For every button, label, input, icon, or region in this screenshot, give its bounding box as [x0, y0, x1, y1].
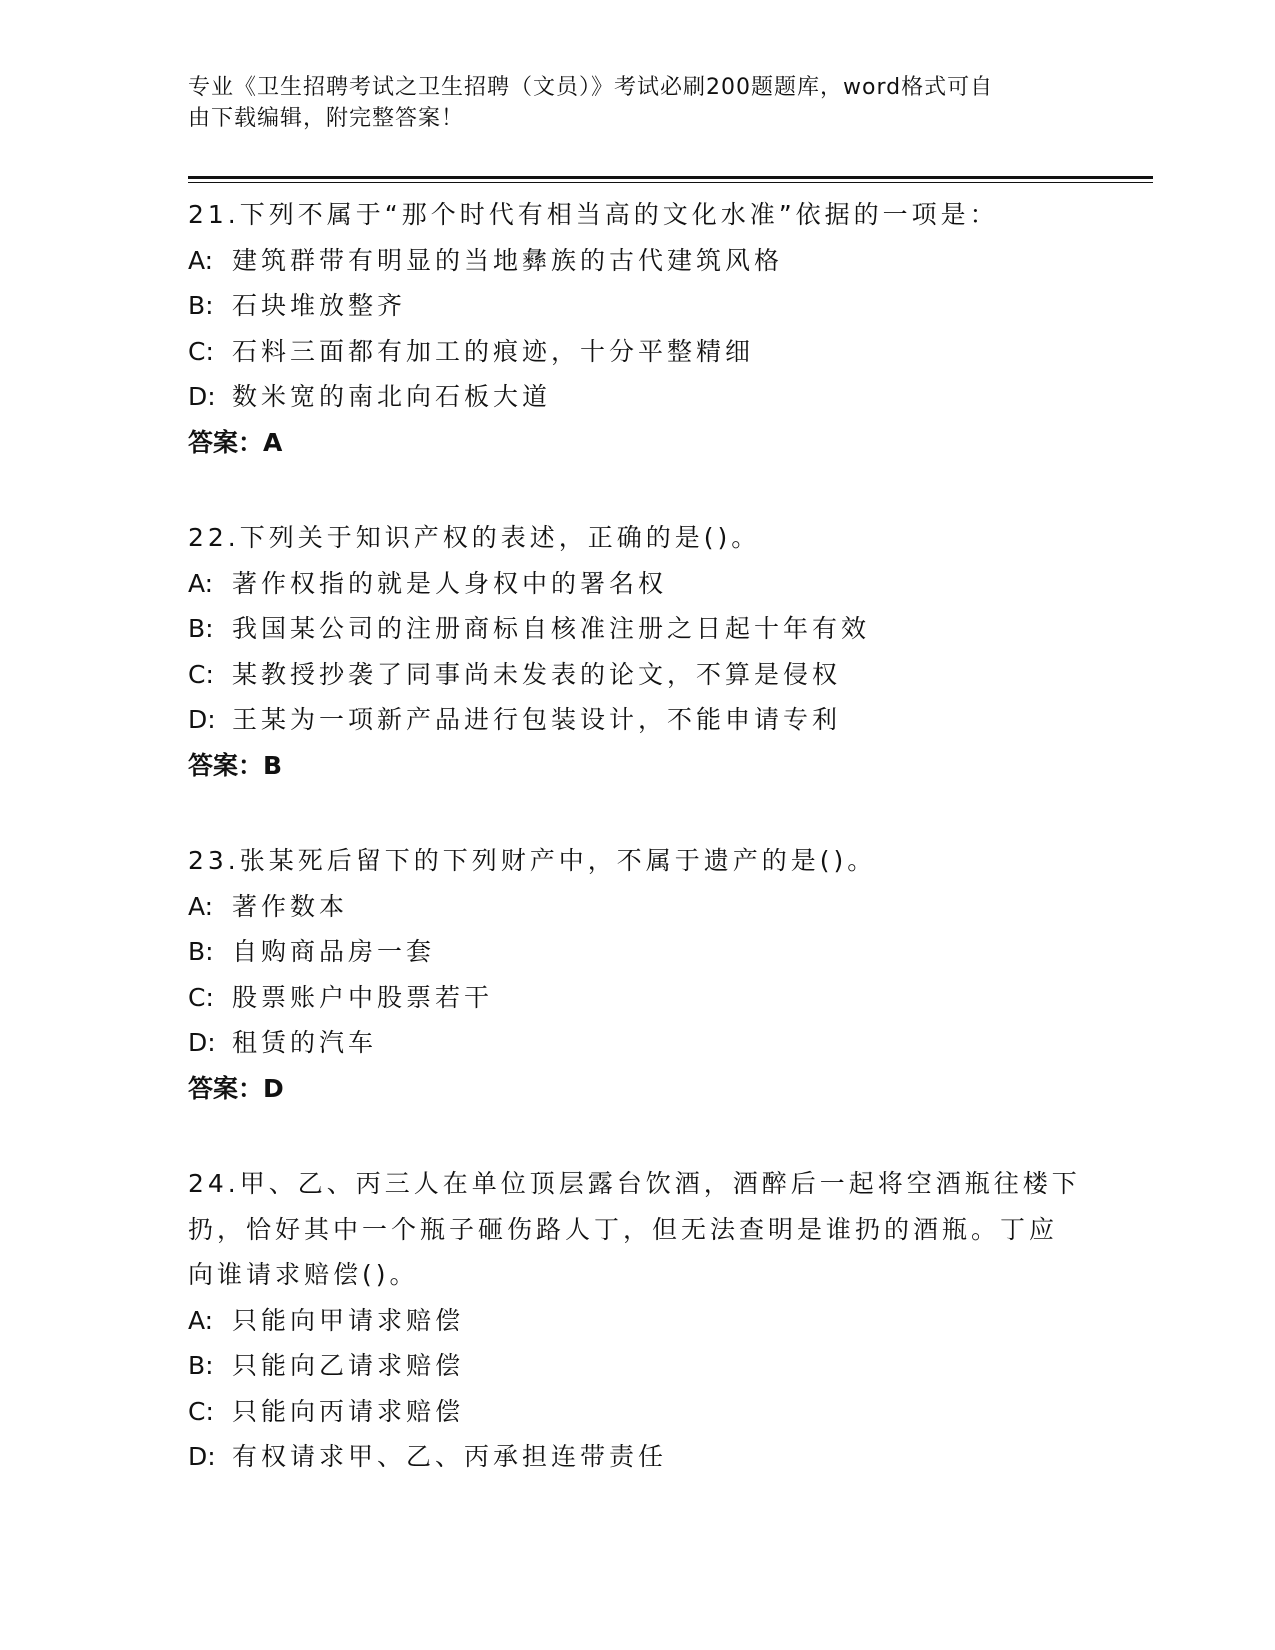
question-21	[188, 192, 1088, 465]
option-a	[188, 1298, 1088, 1344]
answer-text: 答案：A	[188, 427, 283, 457]
option-letter: B:	[188, 937, 214, 966]
option-b	[188, 929, 1088, 975]
option-letter: B:	[188, 1351, 214, 1380]
option-text: 只能向丙请求赔偿	[232, 1396, 465, 1426]
question-24	[188, 1161, 1088, 1480]
option-b	[188, 606, 1088, 652]
option-b	[188, 283, 1088, 329]
option-text: 只能向甲请求赔偿	[232, 1305, 465, 1335]
option-c	[188, 329, 1088, 375]
option-letter: C:	[188, 336, 214, 366]
option-letter: D:	[188, 1442, 216, 1471]
option-text: 著作数本	[232, 891, 349, 921]
option-text: 自购商品房一套	[232, 937, 436, 966]
option-letter: D:	[188, 382, 216, 411]
header-divider-thin	[188, 182, 1153, 183]
option-letter: B:	[188, 291, 214, 320]
option-a	[188, 884, 1088, 930]
option-d	[188, 374, 1088, 420]
option-letter: C:	[188, 1396, 214, 1426]
option-letter: B:	[188, 614, 214, 643]
answer-text: 答案：D	[188, 1073, 284, 1103]
document-header	[188, 72, 1068, 134]
option-text: 石块堆放整齐	[232, 291, 407, 320]
question-stem: 22.下列关于知识产权的表述，正确的是()。	[188, 523, 761, 552]
option-text: 石料三面都有加工的痕迹，十分平整精细	[232, 336, 755, 366]
option-text: 股票账户中股票若干	[232, 982, 494, 1012]
option-d	[188, 1020, 1088, 1066]
option-letter: D:	[188, 1028, 216, 1057]
option-text: 某教授抄袭了同事尚未发表的论文，不算是侵权	[232, 659, 842, 689]
question-22	[188, 515, 1088, 788]
option-letter: A:	[188, 568, 214, 598]
option-c	[188, 652, 1088, 698]
option-letter: A:	[188, 1305, 214, 1335]
header-line-2: 由下载编辑，附完整答案！	[188, 106, 465, 131]
option-letter: C:	[188, 659, 214, 689]
option-a	[188, 238, 1088, 284]
answer-text: 答案：B	[188, 750, 283, 780]
option-c	[188, 1389, 1088, 1435]
header-line-1: 专业《卫生招聘考试之卫生招聘（文员）》考试必刷200题题库，word格式可自	[188, 75, 994, 100]
option-d	[188, 1434, 1088, 1480]
option-text: 建筑群带有明显的当地彝族的古代建筑风格	[232, 245, 784, 275]
option-text: 有权请求甲、乙、丙承担连带责任	[232, 1442, 668, 1471]
option-letter: A:	[188, 245, 214, 275]
option-c	[188, 975, 1088, 1021]
question-stem-line: 24.甲、乙、丙三人在单位顶层露台饮酒，酒醉后一起将空酒瓶往楼下	[188, 1169, 1081, 1198]
option-d	[188, 697, 1088, 743]
option-text: 我国某公司的注册商标自核准注册之日起十年有效	[232, 614, 871, 643]
option-text: 王某为一项新产品进行包装设计，不能申请专利	[232, 705, 842, 734]
question-stem: 21.下列不属于“那个时代有相当高的文化水准”依据的一项是：	[188, 200, 999, 229]
option-text: 著作权指的就是人身权中的署名权	[232, 568, 668, 598]
question-23	[188, 838, 1088, 1111]
option-b	[188, 1343, 1088, 1389]
option-text: 数米宽的南北向石板大道	[232, 382, 552, 411]
question-stem-line: 向谁请求赔偿()。	[188, 1260, 419, 1289]
option-text: 只能向乙请求赔偿	[232, 1351, 465, 1380]
option-letter: D:	[188, 705, 216, 734]
option-text: 租赁的汽车	[232, 1028, 378, 1057]
header-divider-thick	[188, 176, 1153, 179]
option-letter: C:	[188, 982, 214, 1012]
option-letter: A:	[188, 891, 214, 921]
question-stem-line: 扔，恰好其中一个瓶子砸伤路人丁，但无法查明是谁扔的酒瓶。丁应	[188, 1214, 1059, 1244]
option-a	[188, 561, 1088, 607]
question-stem: 23.张某死后留下的下列财产中，不属于遗产的是()。	[188, 846, 877, 875]
question-list	[188, 192, 1088, 1530]
